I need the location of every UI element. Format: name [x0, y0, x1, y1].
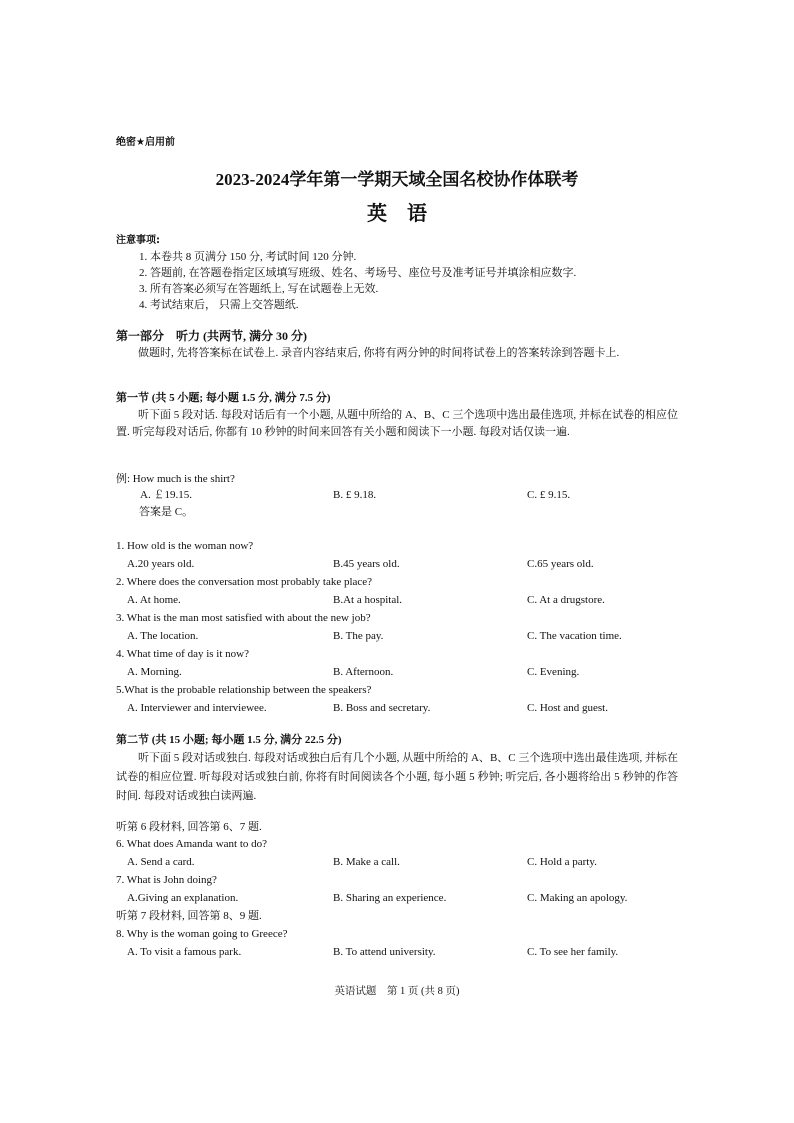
notice-item: 2. 答题前, 在答题卷指定区域填写班级、姓名、考场号、座位号及准考证号并填涂相应数字. — [139, 267, 577, 279]
q1-option-b: B.45 years old. — [333, 558, 400, 570]
example-option-a: A. ￡19.15. — [140, 489, 192, 501]
notice-item: 4. 考试结束后， 只需上交答题纸. — [139, 299, 299, 311]
q6-option-a: A. Send a card. — [127, 856, 195, 868]
notice-item: 3. 所有答案必须写在答题纸上, 写在试题卷上无效. — [139, 283, 379, 295]
exam-title: 2023-2024学年第一学期天域全国名校协作体联考 — [215, 170, 579, 189]
material-6-label: 听第 6 段材料, 回答第 6、7 题. — [116, 821, 262, 833]
q2-option-c: C. At a drugstore. — [527, 594, 605, 606]
q3-option-a: A. The location. — [127, 630, 199, 642]
q8-option-a: A. To visit a famous park. — [127, 946, 242, 958]
q7-option-b: B. Sharing an experience. — [333, 892, 447, 904]
section1-heading: 第一节 (共 5 小题; 每小题 1.5 分, 满分 7.5 分) — [116, 392, 331, 404]
q5-question: 5.What is the probable relationship between the speakers? — [116, 684, 372, 696]
q8-question: 8. Why is the woman going to Greece? — [116, 928, 288, 940]
notice-heading: 注意事项: — [116, 235, 160, 246]
q2-option-b: B.At a hospital. — [333, 594, 403, 606]
example-answer: 答案是 C。 — [139, 506, 194, 518]
section2-heading: 第二节 (共 15 小题; 每小题 1.5 分, 满分 22.5 分) — [116, 734, 342, 746]
q1-option-c: C.65 years old. — [527, 558, 594, 570]
q5-option-c: C. Host and guest. — [527, 702, 608, 714]
material-7-label: 听第 7 段材料, 回答第 8、9 题. — [116, 910, 262, 922]
q8-option-c: C. To see her family. — [527, 946, 619, 958]
q6-option-b: B. Make a call. — [333, 856, 400, 868]
confidential-label: 绝密★启用前 — [116, 137, 175, 148]
q3-question: 3. What is the man most satisfied with about the new job? — [116, 612, 371, 624]
q1-option-a: A.20 years old. — [127, 558, 195, 570]
q4-question: 4. What time of day is it now? — [116, 648, 249, 660]
q2-question: 2. Where does the conversation most probably take place? — [116, 576, 373, 588]
section1-intro: 听下面 5 段对话. 每段对话后有一个小题, 从题中所给的 A、B、C 三个选项中选出最佳选项, 并标在试卷的相应位置. 听完每段对话后, 你都有 10 秒钟的时间来回答有关小题和阅读下一小题. 每段对话仅读一遍. — [116, 409, 678, 438]
q2-option-a: A. At home. — [127, 594, 181, 606]
section2-intro: 听下面 5 段对话或独白. 每段对话或独白后有几个小题, 从题中所给的 A、B、C 三个选项中选出最佳选项, 并标在试卷的相应位置. 听每段对话或独白前, 你将有时间阅读各个小题, 每小题 5 秒钟; 听完后, 各小题将给出 5 秒钟的作答时间. 每段对话或独白读两遍. — [116, 752, 678, 802]
q1-question: 1. How old is the woman now? — [116, 540, 254, 552]
subject-title: 英 语 — [367, 203, 427, 225]
q6-question: 6. What does Amanda want to do? — [116, 838, 268, 850]
q6-option-c: C. Hold a party. — [527, 856, 597, 868]
q4-option-c: C. Evening. — [527, 666, 580, 678]
q4-option-b: B. Afternoon. — [333, 666, 394, 678]
q7-option-c: C. Making an apology. — [527, 892, 628, 904]
q5-option-b: B. Boss and secretary. — [333, 702, 431, 714]
example-option-c: C. £ 9.15. — [527, 489, 571, 501]
q5-option-a: A. Interviewer and interviewee. — [127, 702, 267, 714]
notice-item: 1. 本卷共 8 页满分 150 分, 考试时间 120 分钟. — [139, 251, 357, 263]
q7-question: 7. What is John doing? — [116, 874, 217, 886]
q7-option-a: A.Giving an explanation. — [127, 892, 239, 904]
example-option-b: B. £ 9.18. — [333, 489, 377, 501]
q3-option-b: B. The pay. — [333, 630, 384, 642]
q3-option-c: C. The vacation time. — [527, 630, 622, 642]
page-footer: 英语试题 第 1 页 (共 8 页) — [334, 986, 460, 997]
q8-option-b: B. To attend university. — [333, 946, 436, 958]
part1-intro: 做题时, 先将答案标在试卷上. 录音内容结束后, 你将有两分钟的时间将试卷上的答案转涂到答题卡上. — [138, 347, 620, 359]
q4-option-a: A. Morning. — [127, 666, 182, 678]
example-question: 例: How much is the shirt? — [116, 473, 235, 485]
part1-heading: 第一部分 听力 (共两节, 满分 30 分) — [116, 329, 307, 343]
